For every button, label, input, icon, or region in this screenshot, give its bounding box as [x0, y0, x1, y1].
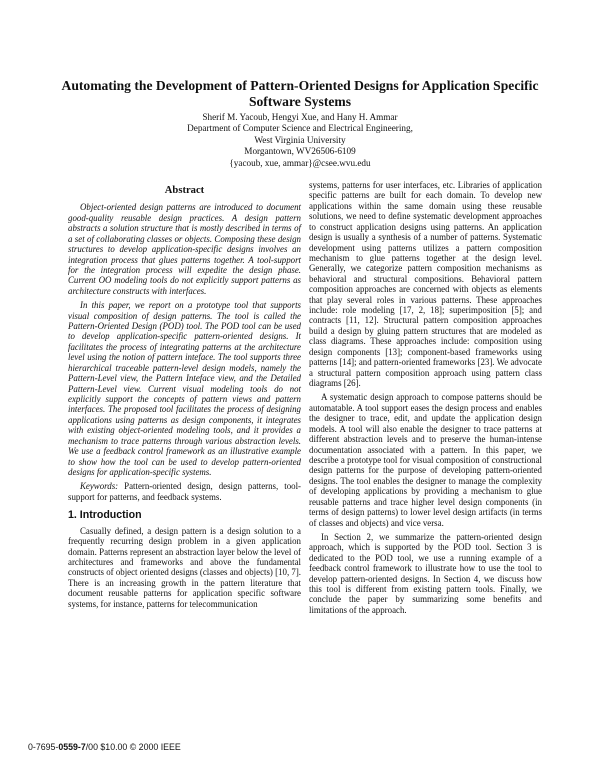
introduction-paragraph-1: Casually defined, a design pattern is a design solution to a frequently recurring design problem in a given application domain. Patterns represent an abstraction layer below the level of architectures and frameworks and above the fundamental constructs of object oriented designs (classes and objects) [10, 7]. There is an increasing growth in the pattern literature that document reusable patterns for application specific software systems, for instance, patterns for telecommunication — [68, 525, 301, 609]
right-column — [309, 180, 542, 619]
body-paragraph-3: In Section 2, we summarize the pattern-oriented design approach, which is supported by the POD tool. Section 3 is dedicated to the POD tool, we use a running example of a feedback control framework to illustrate how to use the tool to develop pattern-oriented designs. In Section 4, we discuss how this tool is different from existing pattern tools. Finally, we conclude the paper by summarizing some benefits and limitations of the approach. — [309, 531, 542, 615]
author-department: Department of Computer Science and Electrical Engineering, — [187, 123, 413, 134]
keywords-label: Keywords: — [80, 481, 119, 492]
body-paragraph-1: systems, patterns for user interfaces, etc. Libraries of application specific patterns are built for each domain. To develop new applications within the same domain using these reusable solutions, we need to define systematic development approaches to construct application designs using patterns. An application design is usually a synthesis of a number of patterns. Systematic development using patterns utilizes a pattern composition mechanism to glue patterns together at the design level. Generally, we categorize pattern composition mechanisms as behavioral and structural compositions. Behavioral pattern composition approaches are concerned with objects as elements that play several roles in various patterns. These approaches include: role modeling [17, 2, 18]; superimposition [5]; and contracts [11, 12]. Structural pattern composition approaches build a design by gluing pattern structures that are modeled as class diagrams. These approaches include: composition using design components [13]; component-based frameworks using patterns [14]; and pattern-oriented frameworks [23]. We advocate a structural pattern composition approach using pattern class diagrams [26]. — [309, 180, 542, 389]
paper-title: Automating the Development of Pattern-Oriented Designs for Application Specific Software Systems — [61, 78, 539, 109]
keywords — [68, 481, 301, 502]
abstract-paragraph-1: Object-oriented design patterns are introduced to document good-quality reusable design practices. A design pattern abstracts a solution structure that is mostly described in terms of a set of collaborating classes or objects. Composing these design structures to develop application-specific designs involves an integration process that glues patterns together. A tool-support for the integration process will expedite the design phase. Current OO modeling tools do not explicitly support patterns as architecture constructs with interfaces. — [68, 202, 301, 296]
author-email: {yacoub, xue, ammar}@csee.wvu.edu — [229, 157, 371, 168]
copyright-footer — [28, 742, 181, 752]
abstract-section — [68, 186, 301, 477]
introduction-heading: 1. Introduction — [68, 509, 142, 522]
abstract-heading: Abstract — [164, 185, 205, 196]
isbn-bold: 0559-7 — [58, 742, 86, 752]
copyright-text: /00 $10.00 © 2000 IEEE — [85, 742, 181, 752]
author-university: West Virginia University — [254, 134, 346, 145]
author-names: Sherif M. Yacoub, Hengyi Xue, and Hany H. Ammar — [202, 112, 398, 122]
body-paragraph-2: A systematic design approach to compose patterns should be automatable. A tool support eases the design process and enables the designer to trace, edit, and update the application design models. A tool will also enable the designer to trace patterns at different abstraction levels and to preserve the human-intense documentation associated with a pattern. In this paper, we describe a prototype tool for visual composition of constructional design patterns for the purpose of developing pattern-oriented designs. The tool enables the designer to manage the complexity of developing applications by providing a mechanism to glue reusable patterns and trace higher level design components (in terms of design patterns) to lower level design artifacts (in terms of classes and objects) and vice versa. — [309, 392, 542, 528]
left-column — [68, 180, 301, 613]
author-city: Morgantown, WV26506-6109 — [244, 146, 356, 157]
abstract-paragraph-2: In this paper, we report on a prototype tool that supports visual composition of design patterns. The tool is called the Pattern-Oriented Design (POD) tool. The POD tool can be used to develop application-specific pattern-oriented designs. It facilitates the process of integrating patterns at the architecture level using the notion of pattern inteface. The tool supports three hierarchical traceable pattern-level design models, namely the Pattern-Level view, the Pattern Inteface view, and the Detailed Pattern-Level view. Current visual modeling tools do not explicitly support the concepts of pattern views and pattern interfaces. The proposed tool facilitates the process of designing applications using patterns as design components, it integrates with existing object-oriented modeling tools, and it provides a mechanism to trace patterns through various abstraction levels. We use a feedback control framework as an illustrative example to show how the tool can be used to develop pattern-oriented designs for application-specific systems. — [68, 300, 301, 477]
keywords-text: Pattern-oriented design, design patterns, tool-support for patterns, and feedback systems. — [68, 481, 301, 502]
isbn-prefix: 0-7695- — [28, 742, 59, 752]
author-block — [60, 112, 540, 169]
